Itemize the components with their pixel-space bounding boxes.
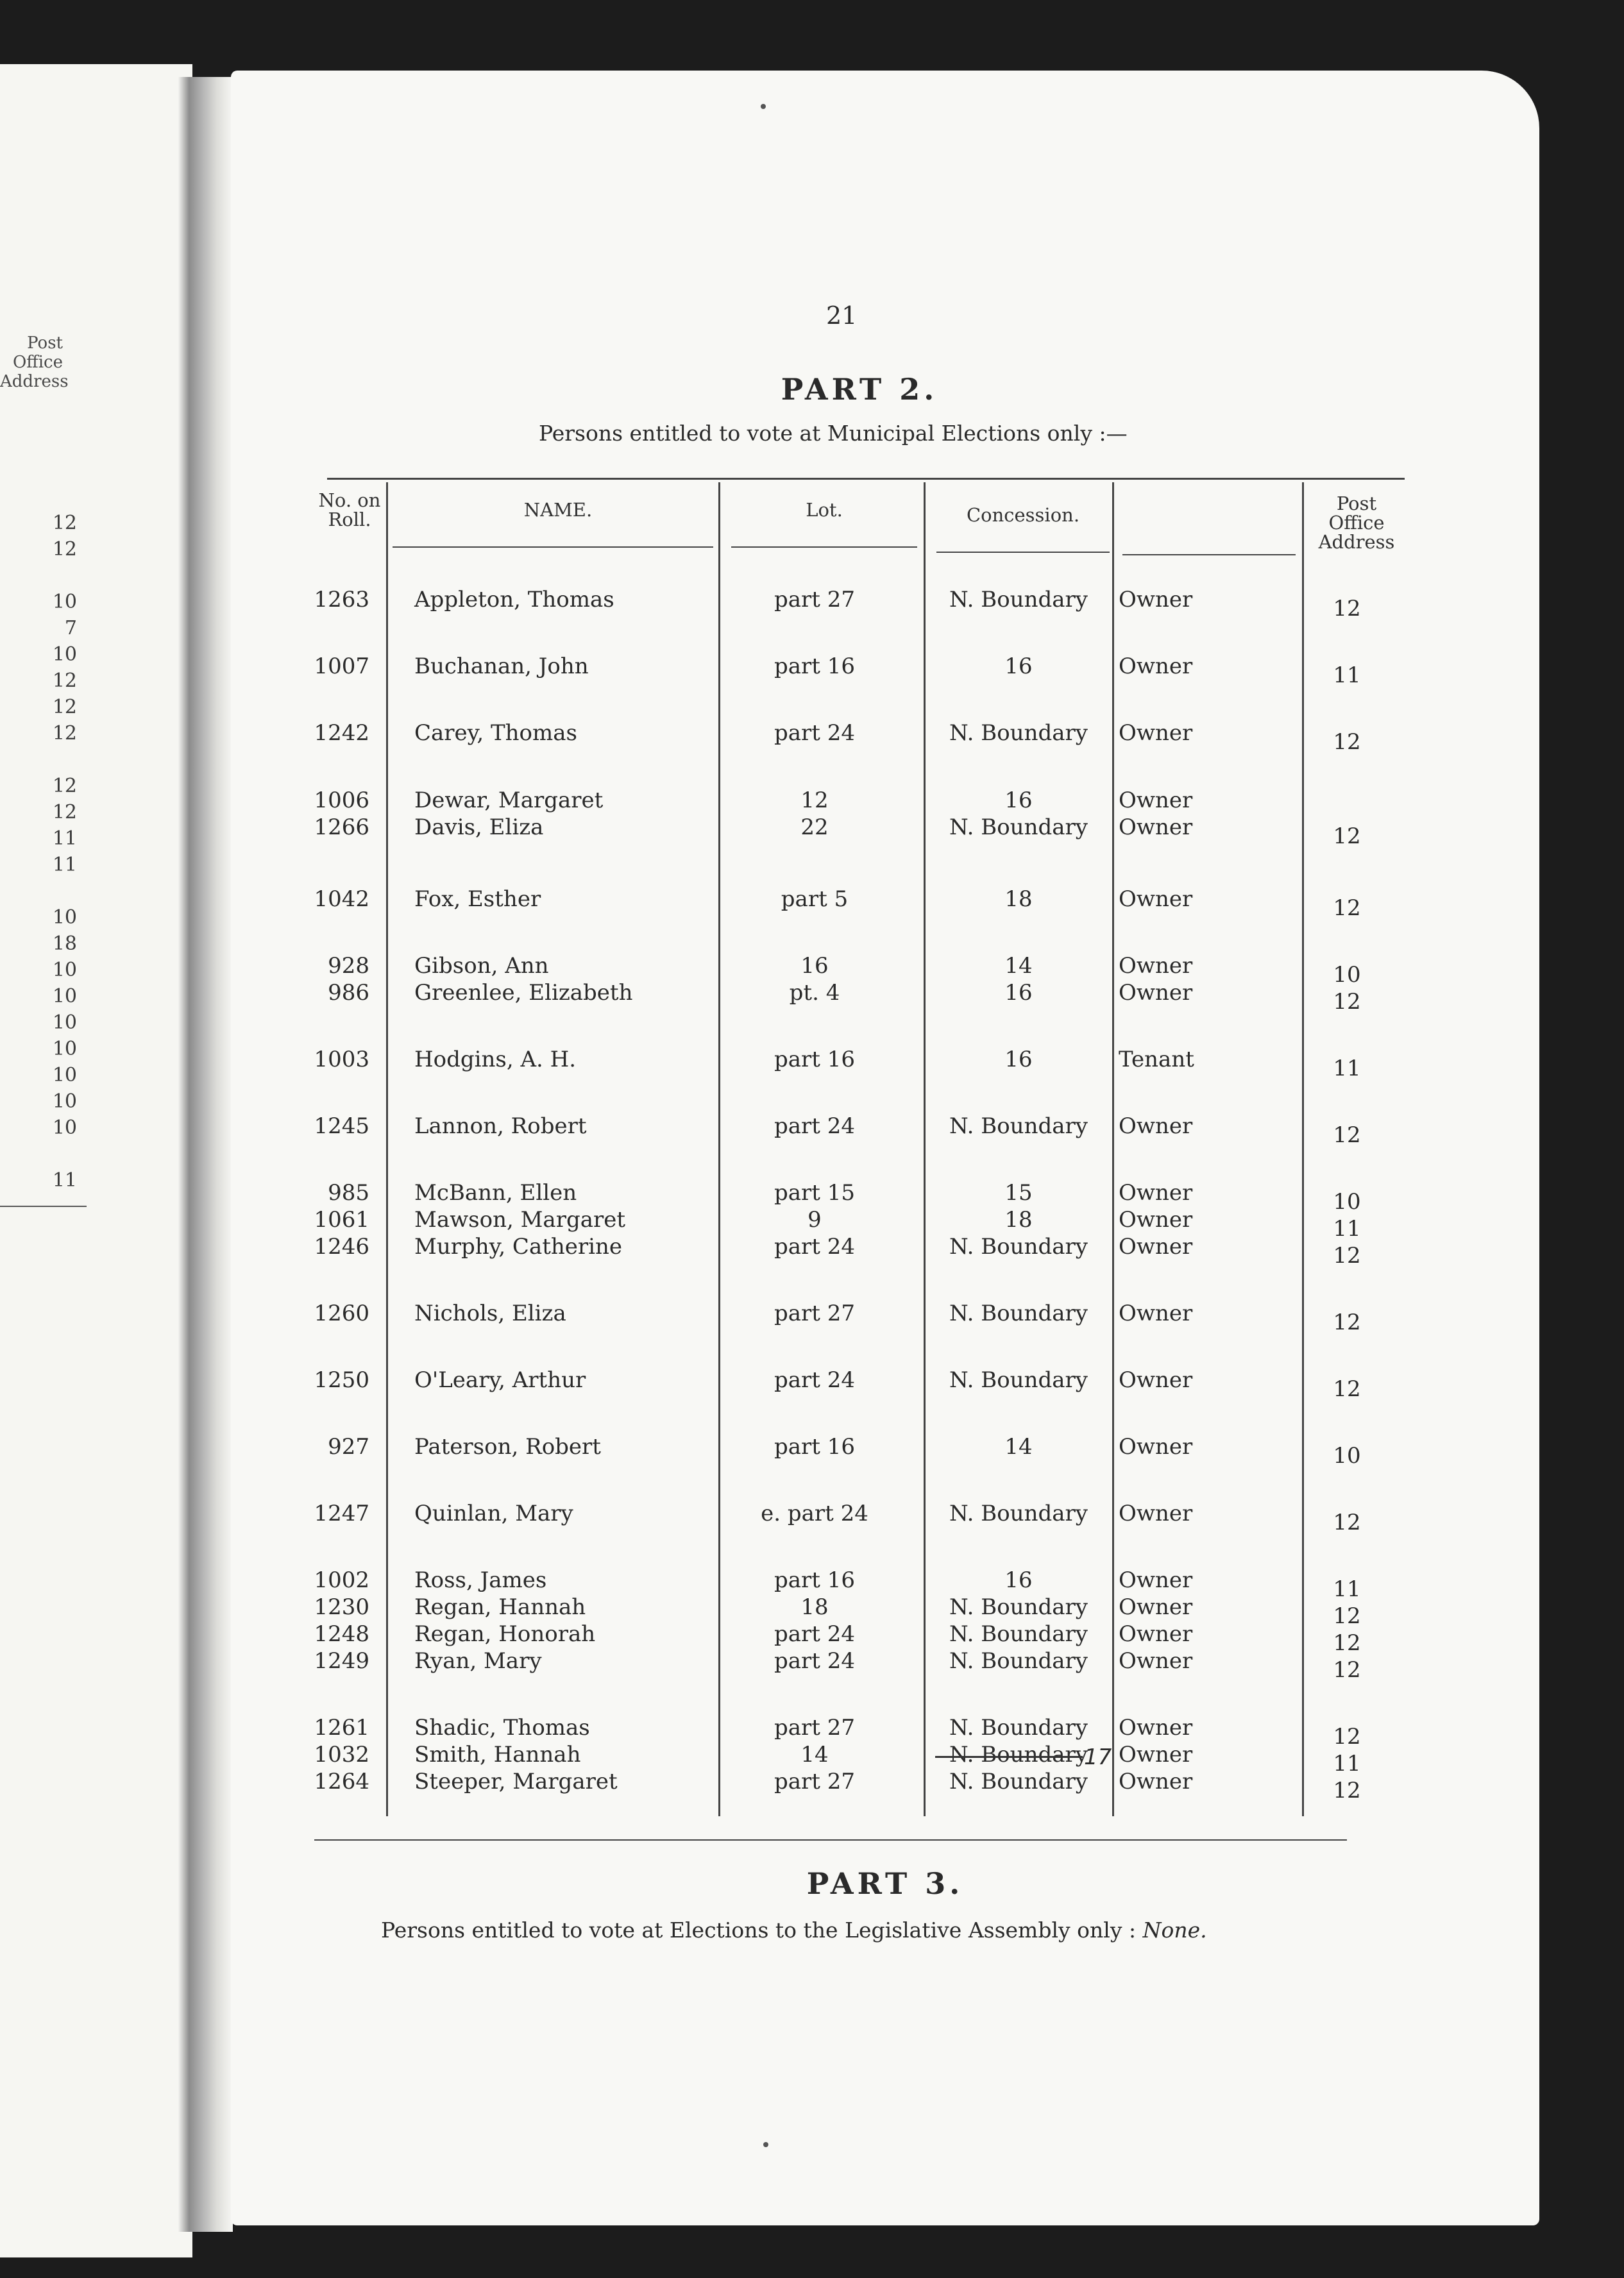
concession: 16 [1004, 1047, 1033, 1072]
left-header-line: Post [27, 333, 63, 353]
left-page-address-value: 12 [52, 670, 77, 692]
status: Owner [1119, 1501, 1193, 1526]
page-mark [763, 2142, 768, 2147]
voter-name: Greenlee, Elizabeth [414, 980, 633, 1006]
voter-name: Davis, Eliza [414, 814, 544, 840]
concession: N. Boundary [949, 1621, 1088, 1647]
roll-number: 1006 [314, 788, 369, 813]
post-office-address: 12 [1333, 1122, 1361, 1148]
lot: part 16 [774, 654, 856, 679]
lot: pt. 4 [789, 980, 840, 1006]
lot: 9 [808, 1207, 822, 1233]
post-office-address: 12 [1333, 596, 1361, 621]
status: Owner [1119, 587, 1193, 612]
header-underline [1122, 554, 1296, 555]
status: Owner [1119, 720, 1193, 746]
lot: part 24 [774, 1113, 856, 1139]
left-page-address-column [0, 510, 77, 1194]
book-spine [178, 77, 233, 2232]
left-page-address-value: 10 [52, 1064, 77, 1086]
left-page-address-value: 11 [52, 1169, 77, 1192]
page-mark [761, 104, 766, 109]
header-lot: Lot. [806, 499, 843, 521]
lot: part 24 [774, 1234, 856, 1260]
roll-number: 1260 [314, 1301, 369, 1326]
header-underline [731, 546, 917, 548]
left-page-address-value: 12 [52, 696, 77, 718]
concession: 14 [1004, 953, 1033, 979]
voter-name: Regan, Honorah [414, 1621, 596, 1647]
status: Owner [1119, 1769, 1193, 1794]
left-page-address-value: 10 [52, 591, 77, 613]
post-office-address: 11 [1333, 1056, 1361, 1081]
lot: 18 [800, 1594, 829, 1620]
voter-name: Dewar, Margaret [414, 788, 604, 813]
lot: 14 [800, 1742, 829, 1768]
status: Owner [1119, 1567, 1193, 1593]
post-office-address: 12 [1333, 1310, 1361, 1335]
roll-number: 1245 [314, 1113, 369, 1139]
lot: part 15 [774, 1180, 856, 1206]
left-page-address-value: 10 [52, 1117, 77, 1139]
roll-number: 1266 [314, 814, 369, 840]
header-roll: No. on Roll. [318, 489, 381, 530]
roll-number: 1242 [314, 720, 369, 746]
concession: N. Boundary [949, 1648, 1088, 1674]
voter-name: Fox, Esther [414, 886, 541, 912]
concession: N. Boundary [949, 720, 1088, 746]
post-office-address: 11 [1333, 1216, 1361, 1242]
concession: 14 [1004, 1434, 1033, 1460]
header-underline [936, 552, 1110, 553]
concession: 18 [1004, 886, 1033, 912]
concession: N. Boundary [949, 1769, 1088, 1794]
voter-name: Appleton, Thomas [414, 587, 614, 612]
status: Owner [1119, 1301, 1193, 1326]
voter-name: Ross, James [414, 1567, 547, 1593]
post-office-address: 12 [1333, 1510, 1361, 1535]
status: Owner [1119, 980, 1193, 1006]
left-page-address-value: 7 [64, 617, 77, 639]
concession: N. Boundary [949, 1594, 1088, 1620]
status: Owner [1119, 1234, 1193, 1260]
left-page-header [0, 333, 69, 391]
voter-name: Carey, Thomas [414, 720, 577, 746]
left-page-rule [0, 1206, 87, 1207]
left-page-address-value: 12 [52, 775, 77, 797]
lot: part 24 [774, 1367, 856, 1393]
status: Owner [1119, 1621, 1193, 1647]
left-page-address-value: 10 [52, 906, 77, 929]
left-page-address-value: 10 [52, 1038, 77, 1060]
status: Owner [1119, 814, 1193, 840]
page-number: 21 [826, 301, 858, 330]
voter-name: Nichols, Eliza [414, 1301, 566, 1326]
concession: N. Boundary [949, 814, 1088, 840]
post-office-address: 12 [1333, 1376, 1361, 1402]
roll-number: 1061 [314, 1207, 369, 1233]
concession: N. Boundary [949, 1715, 1088, 1741]
roll-number: 1230 [314, 1594, 369, 1620]
left-page-address-value [0, 562, 77, 589]
roll-number: 928 [328, 953, 369, 979]
lot: part 16 [774, 1047, 856, 1072]
roll-number: 1246 [314, 1234, 369, 1260]
post-office-address: 12 [1333, 1603, 1361, 1629]
left-page-address-value: 10 [52, 1090, 77, 1113]
status: Owner [1119, 1367, 1193, 1393]
status: Owner [1119, 1742, 1193, 1768]
concession: 16 [1004, 1567, 1033, 1593]
part-2-subtitle: Persons entitled to vote at Municipal Elections only :— [539, 421, 1128, 446]
lot: part 27 [774, 1715, 856, 1741]
column-divider [386, 482, 388, 1816]
left-page-address-value: 10 [52, 985, 77, 1008]
table-bottom-rule [314, 1839, 1347, 1841]
post-office-address: 12 [1333, 1778, 1361, 1803]
post-office-address: 12 [1333, 1630, 1361, 1656]
post-office-address: 11 [1333, 1576, 1361, 1602]
post-office-address: 12 [1333, 895, 1361, 921]
roll-number: 1003 [314, 1047, 369, 1072]
voter-name: Quinlan, Mary [414, 1501, 573, 1526]
status: Tenant [1119, 1047, 1194, 1072]
voter-name: Ryan, Mary [414, 1648, 542, 1674]
left-page-address-value [0, 747, 77, 773]
roll-number: 1249 [314, 1648, 369, 1674]
roll-number: 1042 [314, 886, 369, 912]
concession: 18 [1004, 1207, 1033, 1233]
roll-number: 1248 [314, 1621, 369, 1647]
left-page-address-value [0, 1141, 77, 1167]
voter-name: Paterson, Robert [414, 1434, 601, 1460]
roll-number: 1032 [314, 1742, 369, 1768]
concession: N. Boundary [949, 1113, 1088, 1139]
left-page-address-value [0, 878, 77, 904]
post-office-address: 12 [1333, 989, 1361, 1015]
voter-name: Regan, Hannah [414, 1594, 586, 1620]
part-3-subtitle [381, 1918, 1207, 1943]
header-concession: Concession. [966, 504, 1080, 526]
part-3-none: None. [1142, 1918, 1207, 1943]
lot: part 27 [774, 1301, 856, 1326]
roll-number: 986 [328, 980, 369, 1006]
concession: N. Boundary [949, 1501, 1088, 1526]
left-header-line: Office [12, 353, 63, 372]
left-header-line: Address [0, 372, 69, 391]
status: Owner [1119, 654, 1193, 679]
post-office-address: 12 [1333, 1724, 1361, 1750]
left-page-address-value: 12 [52, 538, 77, 561]
status: Owner [1119, 886, 1193, 912]
lot: part 24 [774, 1648, 856, 1674]
post-office-address: 11 [1333, 662, 1361, 688]
roll-number: 1261 [314, 1715, 369, 1741]
left-page-address-value: 12 [52, 512, 77, 534]
part-2-title: PART 2. [781, 372, 938, 407]
roll-number: 1264 [314, 1769, 369, 1794]
roll-number: 985 [328, 1180, 369, 1206]
lot: part 24 [774, 720, 856, 746]
post-office-address: 10 [1333, 1189, 1361, 1215]
column-divider [1112, 482, 1114, 1816]
status: Owner [1119, 1648, 1193, 1674]
voter-name: Hodgins, A. H. [414, 1047, 577, 1072]
status: Owner [1119, 1207, 1193, 1233]
concession: N. Boundary [949, 1742, 1088, 1768]
concession: N. Boundary [949, 1234, 1088, 1260]
header-underline [393, 546, 713, 548]
table-top-rule [327, 478, 1405, 480]
left-page-address-value: 10 [52, 1011, 77, 1034]
concession: 16 [1004, 980, 1033, 1006]
lot: part 5 [781, 886, 849, 912]
status: Owner [1119, 1113, 1193, 1139]
roll-number: 1263 [314, 587, 369, 612]
column-divider [924, 482, 926, 1816]
post-office-address: 12 [1333, 1243, 1361, 1269]
concession: N. Boundary [949, 1367, 1088, 1393]
lot: 16 [800, 953, 829, 979]
post-office-address: 12 [1333, 729, 1361, 755]
post-office-address: 12 [1333, 1657, 1361, 1683]
lot: part 27 [774, 1769, 856, 1794]
post-office-address: 10 [1333, 1443, 1361, 1469]
left-page-address-value: 12 [52, 801, 77, 823]
voter-name: Gibson, Ann [414, 953, 549, 979]
voter-name: Steeper, Margaret [414, 1769, 618, 1794]
strikethrough-mark [935, 1756, 1083, 1758]
roll-number: 1007 [314, 654, 369, 679]
roll-number: 927 [328, 1434, 369, 1460]
concession: 16 [1004, 654, 1033, 679]
concession: 16 [1004, 788, 1033, 813]
status: Owner [1119, 1594, 1193, 1620]
left-page-fragment [0, 64, 192, 2257]
left-page-address-value: 18 [52, 932, 77, 955]
column-divider [1302, 482, 1304, 1816]
lot: 12 [800, 788, 829, 813]
lot: 22 [800, 814, 829, 840]
post-office-address: 12 [1333, 823, 1361, 849]
lot: part 27 [774, 587, 856, 612]
roll-number: 1250 [314, 1367, 369, 1393]
voter-name: O'Leary, Arthur [414, 1367, 586, 1393]
concession: N. Boundary [949, 1301, 1088, 1326]
status: Owner [1119, 788, 1193, 813]
column-divider [718, 482, 720, 1816]
concession: N. Boundary [949, 587, 1088, 612]
voter-name: Lannon, Robert [414, 1113, 587, 1139]
post-office-address: 10 [1333, 962, 1361, 988]
voter-name: Mawson, Margaret [414, 1207, 626, 1233]
voter-name: Buchanan, John [414, 654, 589, 679]
voter-name: Shadic, Thomas [414, 1715, 590, 1741]
part-3-title: PART 3. [806, 1866, 964, 1901]
part-3-subtitle-text: Persons entitled to vote at Elections to the Legislative Assembly only : [381, 1918, 1137, 1943]
lot: e. part 24 [761, 1501, 868, 1526]
header-name: NAME. [523, 499, 593, 521]
status: Owner [1119, 1434, 1193, 1460]
lot: part 24 [774, 1621, 856, 1647]
voter-name: Smith, Hannah [414, 1742, 581, 1768]
status: Owner [1119, 1715, 1193, 1741]
left-page-address-value: 11 [52, 827, 77, 850]
concession: 15 [1004, 1180, 1033, 1206]
left-page-address-value: 11 [52, 854, 77, 876]
header-post-office: Post Office Address [1318, 493, 1395, 553]
voter-name: Murphy, Catherine [414, 1234, 623, 1260]
left-page-address-value: 12 [52, 722, 77, 745]
left-page-address-value: 10 [52, 643, 77, 666]
lot: part 16 [774, 1434, 856, 1460]
left-page-address-value: 10 [52, 959, 77, 981]
roll-number: 1002 [314, 1567, 369, 1593]
roll-number: 1247 [314, 1501, 369, 1526]
status: Owner [1119, 1180, 1193, 1206]
status: Owner [1119, 953, 1193, 979]
voter-name: McBann, Ellen [414, 1180, 577, 1206]
lot: part 16 [774, 1567, 856, 1593]
post-office-address: 11 [1333, 1751, 1361, 1776]
handwritten-correction: 17 [1084, 1744, 1112, 1770]
